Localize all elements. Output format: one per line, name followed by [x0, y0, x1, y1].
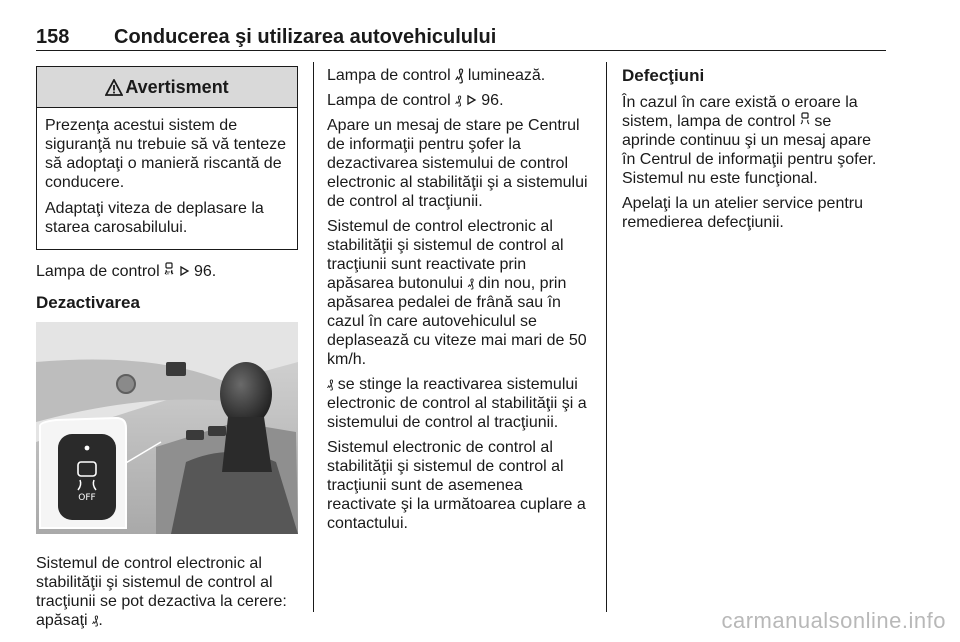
photo-caption: Sistemul de control electronic al stabilităţii şi sistemul de control al tracţiunii se pot dezactiva la cerere: apăsaţi ₰. — [36, 555, 287, 629]
esc-button-inset — [40, 418, 126, 528]
page-number: 158 — [36, 26, 70, 48]
esc-off-badge: OFF — [78, 493, 96, 503]
section-heading: Defecţiuni — [622, 66, 705, 85]
body-text: În cazul în care există o eroare la sistem, lampa de control se aprinde continuu şi un mesaj apare în Centrul de informaţii pentru şofer. Sistemul nu este funcţional. — [622, 94, 877, 187]
warning-body — [37, 108, 297, 249]
body-text: ₰ se stinge la reactivarea sistemului electronic de control al stabilităţii şi a sistemului de control al tracţiunii. — [327, 376, 587, 431]
watermark: carmanualsonline.info — [721, 608, 946, 633]
warning-text: Adaptaţi viteza de deplasare la starea carosabilului. — [45, 200, 264, 236]
esc-skid-icon: ₰ — [467, 276, 474, 290]
esc-off-icon — [164, 262, 174, 275]
lamp-label: Lampa de control — [36, 263, 160, 280]
esc-skid-icon: ₰ — [92, 613, 99, 627]
warning-title: Avertisment — [125, 76, 229, 97]
warning-header — [37, 67, 297, 108]
warning-box — [36, 66, 298, 250]
warning-text: Prezenţa acestui sistem de siguranţă nu trebuie să vă tenteze să adoptaţi o manieră riscantă de conducere. — [45, 117, 287, 191]
chapter-title: Conducerea şi utilizarea autovehiculului — [114, 26, 497, 48]
body-text: Lampa de control ₰ luminează. — [327, 67, 546, 84]
lamp-paragraph — [36, 262, 298, 281]
page-reference: 96. — [194, 263, 217, 280]
page-reference: 96. — [481, 92, 504, 109]
body-text: Apare un mesaj de stare pe Centrul de informaţii pentru şofer la dezactivarea sistemului de control electronic al stabilităţii şi a sistemului de control al tracţiunii. — [327, 117, 588, 210]
body-text: Sistemul de control electronic al stabilităţii şi sistemul de control al tracţiunii sunt reactivate prin apăsarea butonului ₰ din nou, prin apăsarea pedalei de frână sau în cazul în care autovehiculul se deplasează cu viteze mai mari de 50 km/h. — [327, 218, 587, 368]
esc-skid-icon: ₰ — [455, 93, 462, 107]
page-header — [36, 26, 886, 52]
section-heading: Dezactivarea — [36, 293, 140, 312]
column-left — [36, 66, 298, 630]
body-text: Sistemul electronic de control al stabilităţii şi sistemul de control al tracţiunii sunt de asemenea reactivate şi la următoarea cuplare a contactului. — [327, 439, 586, 532]
column-divider — [313, 62, 314, 612]
svg-text:OFF: OFF — [165, 270, 173, 275]
esc-off-icon — [800, 112, 810, 125]
lamp-paragraph: Lampa de control ₰ 96. — [327, 92, 504, 109]
page-reference-arrow-icon — [466, 94, 477, 106]
page-reference-arrow-icon — [179, 265, 190, 277]
column-middle — [327, 66, 592, 533]
body-text: Apelaţi la un atelier service pentru remedierea defecţiunii. — [622, 195, 864, 231]
header-rule — [36, 50, 886, 51]
column-right — [622, 66, 888, 232]
esc-skid-icon: ₰ — [327, 377, 334, 391]
warning-triangle-icon — [105, 79, 123, 96]
column-divider — [606, 62, 607, 612]
console-photo — [36, 322, 298, 534]
